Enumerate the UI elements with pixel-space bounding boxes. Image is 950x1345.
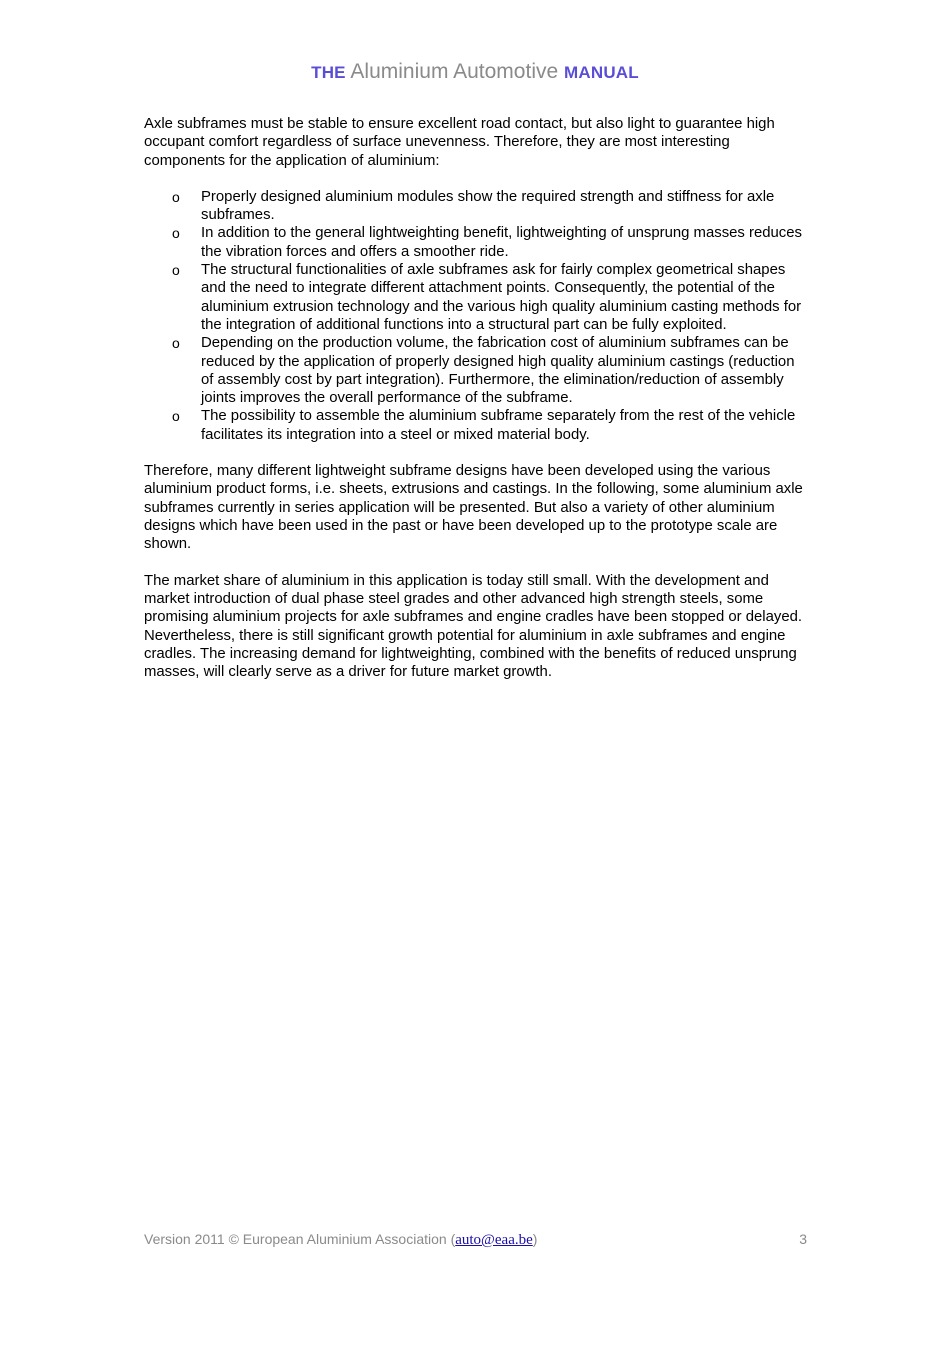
list-item — [144, 334, 810, 407]
header-the: THE — [311, 63, 346, 82]
bullet-circle-icon: o — [172, 408, 180, 425]
header-title: Aluminium Automotive — [350, 60, 559, 83]
header-manual: MANUAL — [564, 63, 639, 82]
bullet-circle-icon: o — [172, 188, 180, 205]
page-number: 3 — [799, 1231, 807, 1247]
footer-email-link[interactable]: auto@eaa.be — [455, 1232, 533, 1248]
designs-paragraph: Therefore, many different lightweight subframe designs have been developed using the various aluminium product forms, i.e. sheets, extrusions and castings. In the following, some aluminium axle subframes currently in series application will be presented. But also a variety of other aluminium designs which have been used in the past or have been developed up to the prototype scale are shown. — [144, 463, 803, 553]
intro-paragraph: Axle subframes must be stable to ensure excellent road contact, but also light to guarantee high occupant comfort regardless of surface unevenness. Therefore, they are most interesting components for the application of aluminium: — [144, 116, 775, 169]
list-item-text: Properly designed aluminium modules show the required strength and stiffness for axle subframes. — [201, 188, 775, 224]
footer-copyright-end: ) — [532, 1231, 538, 1247]
page-header — [0, 58, 950, 87]
page-footer — [144, 1230, 807, 1249]
footer-copyright: Version 2011 © European Aluminium Association ( — [144, 1231, 456, 1247]
bullet-circle-icon: o — [172, 262, 180, 279]
document-body — [144, 115, 810, 682]
list-item-text: In addition to the general lightweighting benefit, lightweighting of unsprung masses reduces the vibration forces and offers a smoother ride. — [201, 225, 802, 260]
list-item — [144, 407, 810, 444]
list-item — [144, 224, 810, 261]
bullet-circle-icon: o — [172, 225, 180, 242]
list-item-text: Depending on the production volume, the fabrication cost of aluminium subframes can be reduced by the application of properly designed high quality aluminium castings (reduction of assembly cost by part integration). Furthermore, the elimination/reduction of assembly joints improves the overall performance of the subframe. — [201, 335, 795, 407]
list-item — [144, 261, 810, 334]
market-paragraph: The market share of aluminium in this application is today still small. With the development and market introduction of dual phase steel grades and other advanced high strength steels, some promising aluminium projects for axle subframes and engine cradles have been stopped or delayed. Nevertheless, there is still significant growth potential for aluminium in axle subframes and engine cradles. The increasing demand for lightweighting, combined with the benefits of reduced unsprung masses, will clearly serve as a driver for future market growth. — [144, 572, 803, 681]
benefits-list — [144, 188, 810, 444]
list-item-text: The possibility to assemble the aluminium subframe separately from the rest of the vehicle facilitates its integration into a steel or mixed material body. — [201, 408, 796, 443]
list-item-text: The structural functionalities of axle subframes ask for fairly complex geometrical shapes and the need to integrate different attachment points. Consequently, the potential of the aluminium extrusion technology and the various high quality aluminium casting methods for the integration of additional functions into a structural part can be fully exploited. — [201, 262, 802, 333]
bullet-circle-icon: o — [172, 335, 180, 352]
list-item — [144, 188, 810, 225]
